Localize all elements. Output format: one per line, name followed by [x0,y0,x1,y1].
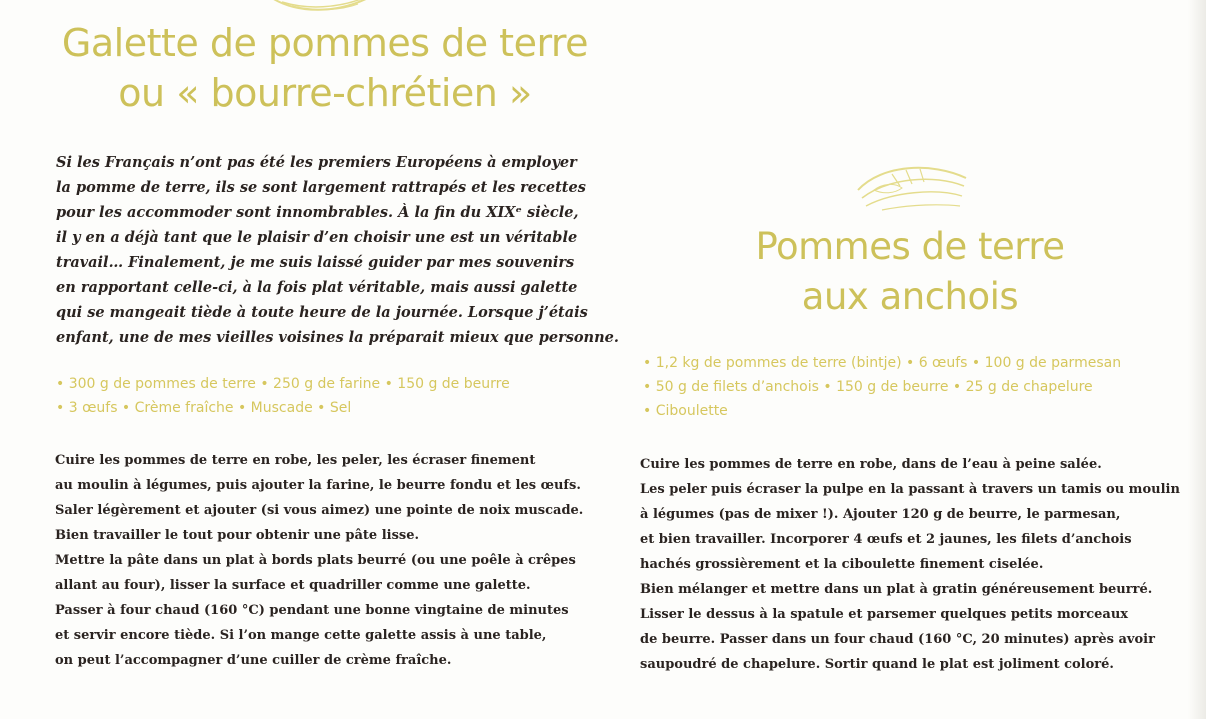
method-line: Mettre la pâte dans un plat à bords plats beurré (ou une poêle à crêpes [55,553,576,568]
method-galette [55,448,583,673]
intro-line: enfant, une de mes vieilles voisines la préparait mieux que personne. [56,329,619,346]
intro-line: en rapportant celle-ci, à la fois plat véritable, mais aussi galette [56,279,578,296]
intro-line: la pomme de terre, ils se sont largement rattrapés et les recettes [56,179,586,196]
method-line: Bien mélanger et mettre dans un plat à gratin généreusement beurré. [640,582,1153,597]
method-line: Les peler puis écraser la pulpe en la passant à travers un tamis ou moulin [640,482,1180,497]
title-line: ou « bourre-chrétien » [118,71,532,115]
method-line: Cuire les pommes de terre en robe, les peler, les écraser finement [55,453,536,468]
ingredients-line: • 50 g de filets d’anchois • 150 g de beurre • 25 g de chapelure [643,379,1093,395]
title-line: Pommes de terre [755,225,1065,268]
method-line: et bien travailler. Incorporer 4 œufs et 2 jaunes, les filets d’anchois [640,532,1132,547]
ingredients-list-galette [56,372,510,420]
recipe-title-anchois [740,222,1080,322]
wheat-ornament-icon [268,0,378,14]
ingredients-line: • Ciboulette [643,403,728,419]
method-line: au moulin à légumes, puis ajouter la farine, le beurre fondu et les œufs. [55,478,581,493]
intro-line: Si les Français n’ont pas été les premiers Européens à employer [56,154,577,171]
method-line: Lisser le dessus à la spatule et parsemer quelques petits morceaux [640,607,1129,622]
title-line: aux anchois [801,275,1019,318]
method-line: Cuire les pommes de terre en robe, dans de l’eau à peine salée. [640,457,1102,472]
method-line: allant au four), lisser la surface et quadriller comme une galette. [55,578,531,593]
ingredients-line: • 1,2 kg de pommes de terre (bintje) • 6 œufs • 100 g de parmesan [643,355,1122,371]
wheat-ornament-icon [852,160,972,216]
method-line: et servir encore tiède. Si l’on mange cette galette assis à une table, [55,628,547,643]
method-line: saupoudré de chapelure. Sortir quand le plat est joliment coloré. [640,657,1114,672]
method-line: de beurre. Passer dans un four chaud (160 °C, 20 minutes) après avoir [640,632,1155,647]
intro-line: pour les accommoder sont innombrables. À la fin du XIXᵉ siècle, [56,204,579,221]
intro-line: qui se mangeait tiède à toute heure de la journée. Lorsque j’étais [56,304,588,321]
method-line: à légumes (pas de mixer !). Ajouter 120 g de beurre, le parmesan, [640,507,1121,522]
method-line: Saler légèrement et ajouter (si vous aimez) une pointe de noix muscade. [55,503,584,518]
intro-paragraph [56,150,619,350]
title-line: Galette de pommes de terre [61,21,589,65]
recipe-title-galette [60,18,590,118]
intro-line: il y en a déjà tant que le plaisir d’en choisir une est un véritable [56,229,578,246]
method-line: Passer à four chaud (160 °C) pendant une bonne vingtaine de minutes [55,603,569,618]
method-line: on peut l’accompagner d’une cuiller de crème fraîche. [55,653,452,668]
method-line: hachés grossièrement et la ciboulette finement ciselée. [640,557,1044,572]
page-gutter-shadow [1188,0,1206,719]
ingredients-line: • 300 g de pommes de terre • 250 g de farine • 150 g de beurre [56,376,510,392]
method-anchois [640,452,1180,677]
intro-line: travail… Finalement, je me suis laissé guider par mes souvenirs [56,254,575,271]
ingredients-line: • 3 œufs • Crème fraîche • Muscade • Sel [56,400,352,416]
ingredients-list-anchois [643,351,1121,423]
method-line: Bien travailler le tout pour obtenir une pâte lisse. [55,528,419,543]
